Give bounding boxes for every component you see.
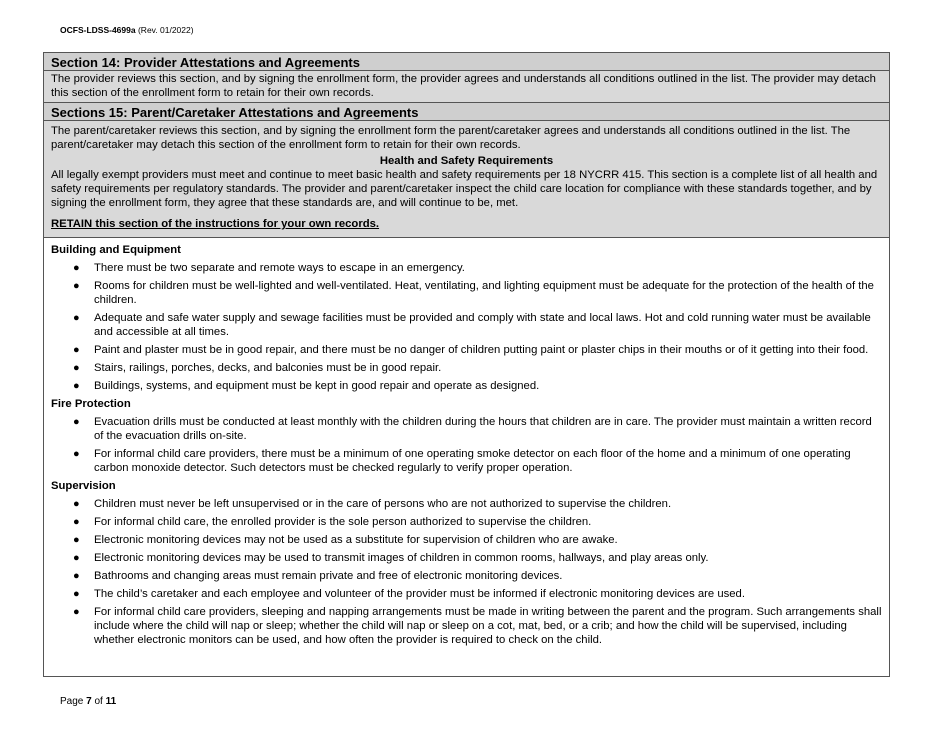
list-item bbox=[51, 569, 882, 583]
section-15-title: Sections 15: Parent/Caretaker Attestations and Agreements bbox=[44, 103, 889, 121]
bullet-icon: ● bbox=[73, 552, 80, 564]
list-item-text: Bathrooms and changing areas must remain private and free of electronic monitoring devices. bbox=[94, 570, 563, 582]
bullet-icon: ● bbox=[73, 362, 80, 374]
bullet-icon: ● bbox=[73, 344, 80, 356]
retain-notice: RETAIN this section of the instructions for your own records. bbox=[51, 218, 380, 230]
bullet-icon: ● bbox=[73, 534, 80, 546]
bullet-icon: ● bbox=[73, 416, 80, 428]
list-item bbox=[51, 361, 882, 375]
health-safety-block bbox=[44, 121, 889, 238]
list-item-text: For informal child care, the enrolled provider is the sole person authorized to supervise the children. bbox=[94, 516, 592, 528]
bullet-icon: ● bbox=[73, 262, 80, 274]
list-item-text: Adequate and safe water supply and sewage facilities must be provided and comply with state and local laws. Hot and cold running water must be available and accessible at all times. bbox=[94, 312, 871, 338]
list-item-text: Electronic monitoring devices may not be used as a substitute for supervision of children who are awake. bbox=[94, 534, 618, 546]
supervision-list bbox=[51, 497, 882, 647]
list-item-text: Stairs, railings, porches, decks, and balconies must be in good repair. bbox=[94, 362, 442, 374]
health-safety-title: Health and Safety Requirements bbox=[379, 155, 554, 167]
list-item bbox=[51, 497, 882, 511]
form-code: OCFS-LDSS-4699a bbox=[60, 25, 136, 35]
list-item-text: For informal child care providers, there must be a minimum of one operating smoke detector on each floor of the home and a minimum of one operating carbon monoxide detector. Such detectors must be checked regularly to verify proper operation. bbox=[94, 448, 851, 474]
list-item bbox=[51, 415, 882, 443]
list-item bbox=[51, 279, 882, 307]
list-item-text: Rooms for children must be well-lighted and well-ventilated. Heat, ventilating, and lighting equipment must be adequate for the protection of the health of the children. bbox=[94, 280, 874, 306]
bullet-icon: ● bbox=[73, 380, 80, 392]
bullet-icon: ● bbox=[73, 312, 80, 324]
building-equipment-list bbox=[51, 261, 882, 393]
list-item-text: Electronic monitoring devices may be used to transmit images of children in common rooms, hallways, and play areas only. bbox=[94, 552, 709, 564]
list-item bbox=[51, 605, 882, 647]
list-item-text: For informal child care providers, sleeping and napping arrangements must be made in writing between the parent and the program. Such arrangements shall include where the child will nap or sleep; whether the child will nap or sleep on a cot, mat, bed, or a crib; and how the child will be supervised, including whether electronic monitors can be used, and how often the provider is required to check on the child. bbox=[94, 606, 882, 646]
section-14-title: Section 14: Provider Attestations and Agreements bbox=[44, 53, 889, 71]
form-identifier bbox=[60, 25, 194, 35]
health-safety-text: All legally exempt providers must meet and continue to meet basic health and safety requirements per 18 NYCRR 415. This section is a complete list of all health and safety requirements per regulatory standards. The provider and parent/caretaker inspect the child care location for compliance with these standards together, and by signing the enrollment form, they agree that these standards are, and will continue to be, met. bbox=[51, 169, 878, 209]
list-item-text: The child’s caretaker and each employee and volunteer of the provider must be informed if electronic monitoring devices are used. bbox=[94, 588, 745, 600]
list-item-text: There must be two separate and remote ways to escape in an emergency. bbox=[94, 262, 465, 274]
list-item bbox=[51, 587, 882, 601]
list-item bbox=[51, 515, 882, 529]
fire-protection-heading: Fire Protection bbox=[51, 398, 131, 410]
list-item bbox=[51, 447, 882, 475]
list-item-text: Children must never be left unsupervised or in the care of persons who are not authorized to supervise the children. bbox=[94, 498, 672, 510]
fire-protection-list bbox=[51, 415, 882, 475]
page-label: Page bbox=[60, 696, 84, 707]
list-item-text: Evacuation drills must be conducted at least monthly with the children during the hours that children are in care. The provider must maintain a written record of the evacuation drills on-site. bbox=[94, 416, 872, 442]
list-item-text: Paint and plaster must be in good repair, and there must be no danger of children putting paint or plaster chips in their mouths or of it getting into their food. bbox=[94, 344, 869, 356]
list-item bbox=[51, 551, 882, 565]
supervision-heading: Supervision bbox=[51, 480, 116, 492]
section-14-text: The provider reviews this section, and by signing the enrollment form, the provider agrees and understands all conditions outlined in the list. The provider may detach this section of the enrollment form to retain for their own records. bbox=[44, 71, 889, 103]
bullet-icon: ● bbox=[73, 570, 80, 582]
bullet-icon: ● bbox=[73, 280, 80, 292]
list-item bbox=[51, 343, 882, 357]
document-frame bbox=[43, 52, 890, 677]
list-item bbox=[51, 379, 882, 393]
list-item bbox=[51, 533, 882, 547]
requirements-content bbox=[44, 238, 889, 647]
building-equipment-heading: Building and Equipment bbox=[51, 244, 181, 256]
bullet-icon: ● bbox=[73, 448, 80, 460]
bullet-icon: ● bbox=[73, 606, 80, 618]
page-total: 11 bbox=[105, 696, 117, 707]
section-15-text: The parent/caretaker reviews this section, and by signing the enrollment form the parent/caretaker agrees and understands all conditions outlined in the list. The parent/caretaker may detach this section of the enrollment form to retain for their own records. bbox=[51, 125, 851, 151]
bullet-icon: ● bbox=[73, 498, 80, 510]
list-item bbox=[51, 261, 882, 275]
bullet-icon: ● bbox=[73, 516, 80, 528]
list-item-text: Buildings, systems, and equipment must be kept in good repair and operate as designed. bbox=[94, 380, 540, 392]
page-current: 7 bbox=[86, 696, 92, 707]
list-item bbox=[51, 311, 882, 339]
page-of: of bbox=[94, 696, 103, 707]
bullet-icon: ● bbox=[73, 588, 80, 600]
form-revision: (Rev. 01/2022) bbox=[137, 25, 194, 35]
page-number bbox=[60, 696, 116, 707]
